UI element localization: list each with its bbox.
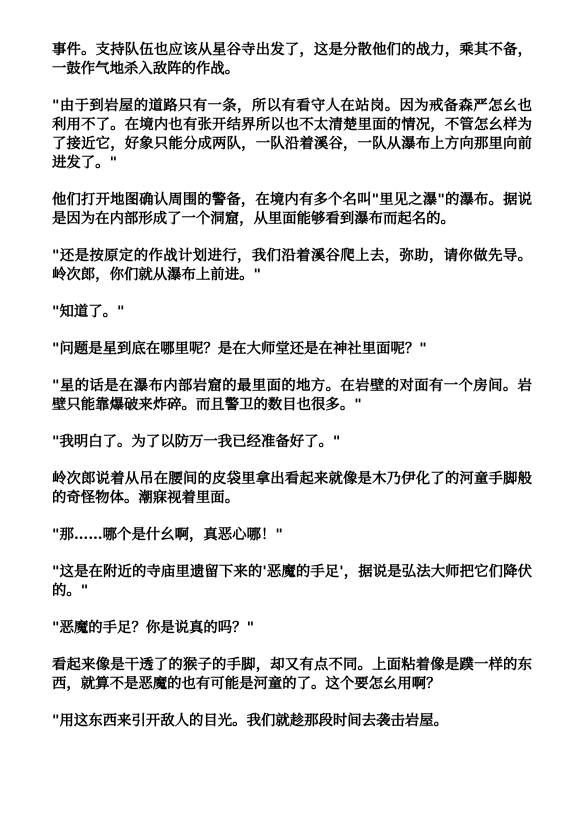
paragraph-1: 事件。支持队伍也应该从星谷寺出发了，这是分散他们的战力，乘其不备，一鼓作气地杀入敌阵的作战。	[52, 41, 532, 77]
paragraph-11: "这是在附近的寺庙里遗留下来的'恶魔的手足'，据说是弘法大师把它们降伏的。"	[52, 563, 532, 599]
paragraph-13: 看起来像是干透了的猴子的手脚，却又有点不同。上面粘着像是蹼一样的东西，就算不是恶魔的也有可能是河童的了。这个要怎幺用啊？	[52, 656, 532, 692]
paragraph-5: "知道了。"	[52, 303, 125, 320]
paragraph-7: "星的话是在瀑布内部岩窟的最里面的地方。在岩壁的对面有一个房间。岩壁只能靠爆破来炸碎。而且警卫的数目也很多。"	[52, 377, 532, 413]
paragraph-8: "我明白了。为了以防万一我已经准备好了。"	[52, 433, 341, 450]
paragraph-6: "问题是星到底在哪里呢？是在大师堂还是在神社里面呢？"	[52, 340, 427, 357]
paragraph-14: "用这东西来引开敌人的目光。我们就趁那段时间去袭击岩屋。	[52, 712, 449, 729]
paragraph-9: 岭次郎说着从吊在腰间的皮袋里拿出看起来就像是木乃伊化了的河童手脚般的奇怪物体。潮寐视着里面。	[52, 470, 532, 506]
paragraph-2: "由于到岩屋的道路只有一条，所以有看守人在站岗。因为戒备森严怎幺也利用不了。在境内也有张开结界所以也不太清楚里面的情况，不管怎幺样为了接近它，好象只能分成两队，一队沿着溪谷，一队从瀑布上方向那里向前进发了。"	[52, 97, 532, 171]
document-page	[52, 40, 532, 748]
paragraph-12: "恶魔的手足？你是说真的吗？"	[52, 619, 255, 636]
paragraph-10: "那……哪个是什幺啊，真恶心哪！"	[52, 526, 283, 543]
paragraph-4: "还是按原定的作战计划进行，我们沿着溪谷爬上去，弥助，请你做先导。岭次郎，你们就从瀑布上前进。"	[52, 247, 532, 283]
paragraph-3: 他们打开地图确认周围的警备，在境内有多个名叫"里见之瀑"的瀑布。据说是因为在内部形成了一个洞窟，从里面能够看到瀑布而起名的。	[52, 191, 532, 227]
